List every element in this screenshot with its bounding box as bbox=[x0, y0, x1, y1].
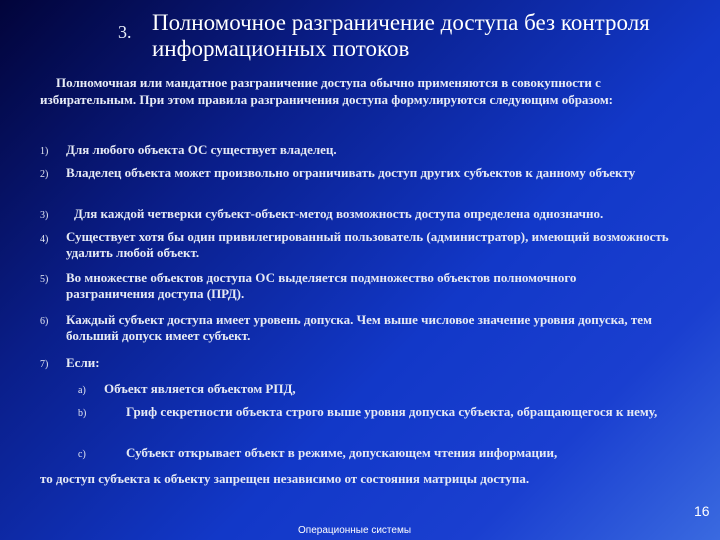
list-item: Владелец объекта может произвольно ограничивать доступ других субъектов к данному объекту bbox=[66, 165, 636, 180]
sublist-item: Субъект открывает объект в режиме, допускающем чтения информации, bbox=[126, 445, 558, 460]
conclusion-text: то доступ субъекта к объекту запрещен независимо от состояния матрицы доступа. bbox=[40, 471, 530, 486]
sublist-item: Гриф секретности объекта строго выше уровня допуска субъекта, обращающегося к нему, bbox=[126, 404, 658, 419]
slide-title: Полномочное разграничение доступа без контроля информационных потоков bbox=[152, 10, 650, 61]
sublist-item: Объект является объектом РПД, bbox=[104, 381, 296, 396]
list-item: Во множестве объектов доступа ОС выделяется подмножество объектов полномочного разграничения доступа (ПРД). bbox=[66, 270, 577, 301]
list-item-number: 7) bbox=[40, 359, 49, 370]
list-item-number: 1) bbox=[40, 146, 49, 157]
list-item: Каждый субъект доступа имеет уровень допуска. Чем выше числовое значение уровня допуска, тем больший допуск имеет субъект. bbox=[66, 312, 652, 343]
list-item-number: 4) bbox=[40, 234, 49, 245]
page-number: 16 bbox=[694, 503, 710, 519]
title-number: 3. bbox=[118, 22, 132, 42]
footer-text: Операционные системы bbox=[298, 525, 412, 536]
list-item-number: 2) bbox=[40, 169, 49, 180]
list-item: Для каждой четверки субъект-объект-метод возможность доступа определена однозначно. bbox=[74, 206, 604, 221]
list-item: Для любого объекта ОС существует владелец. bbox=[66, 142, 337, 157]
list-item: Если: bbox=[66, 355, 100, 370]
sublist-item-number: c) bbox=[78, 449, 86, 460]
intro-paragraph: Полномочная или мандатное разграничение доступа обычно применяются в совокупности с избирательным. При этом правила разграничения доступа формулируются следующим образом: bbox=[40, 75, 614, 107]
list-item-number: 3) bbox=[40, 210, 49, 221]
sublist-item-number: a) bbox=[78, 385, 86, 396]
list-item-number: 5) bbox=[40, 274, 49, 285]
list-item: Существует хотя бы один привилегированный пользователь (администратор), имеющий возможность удалить любой объект. bbox=[66, 229, 669, 260]
sublist-item-number: b) bbox=[78, 408, 87, 419]
list-item-number: 6) bbox=[40, 316, 49, 327]
